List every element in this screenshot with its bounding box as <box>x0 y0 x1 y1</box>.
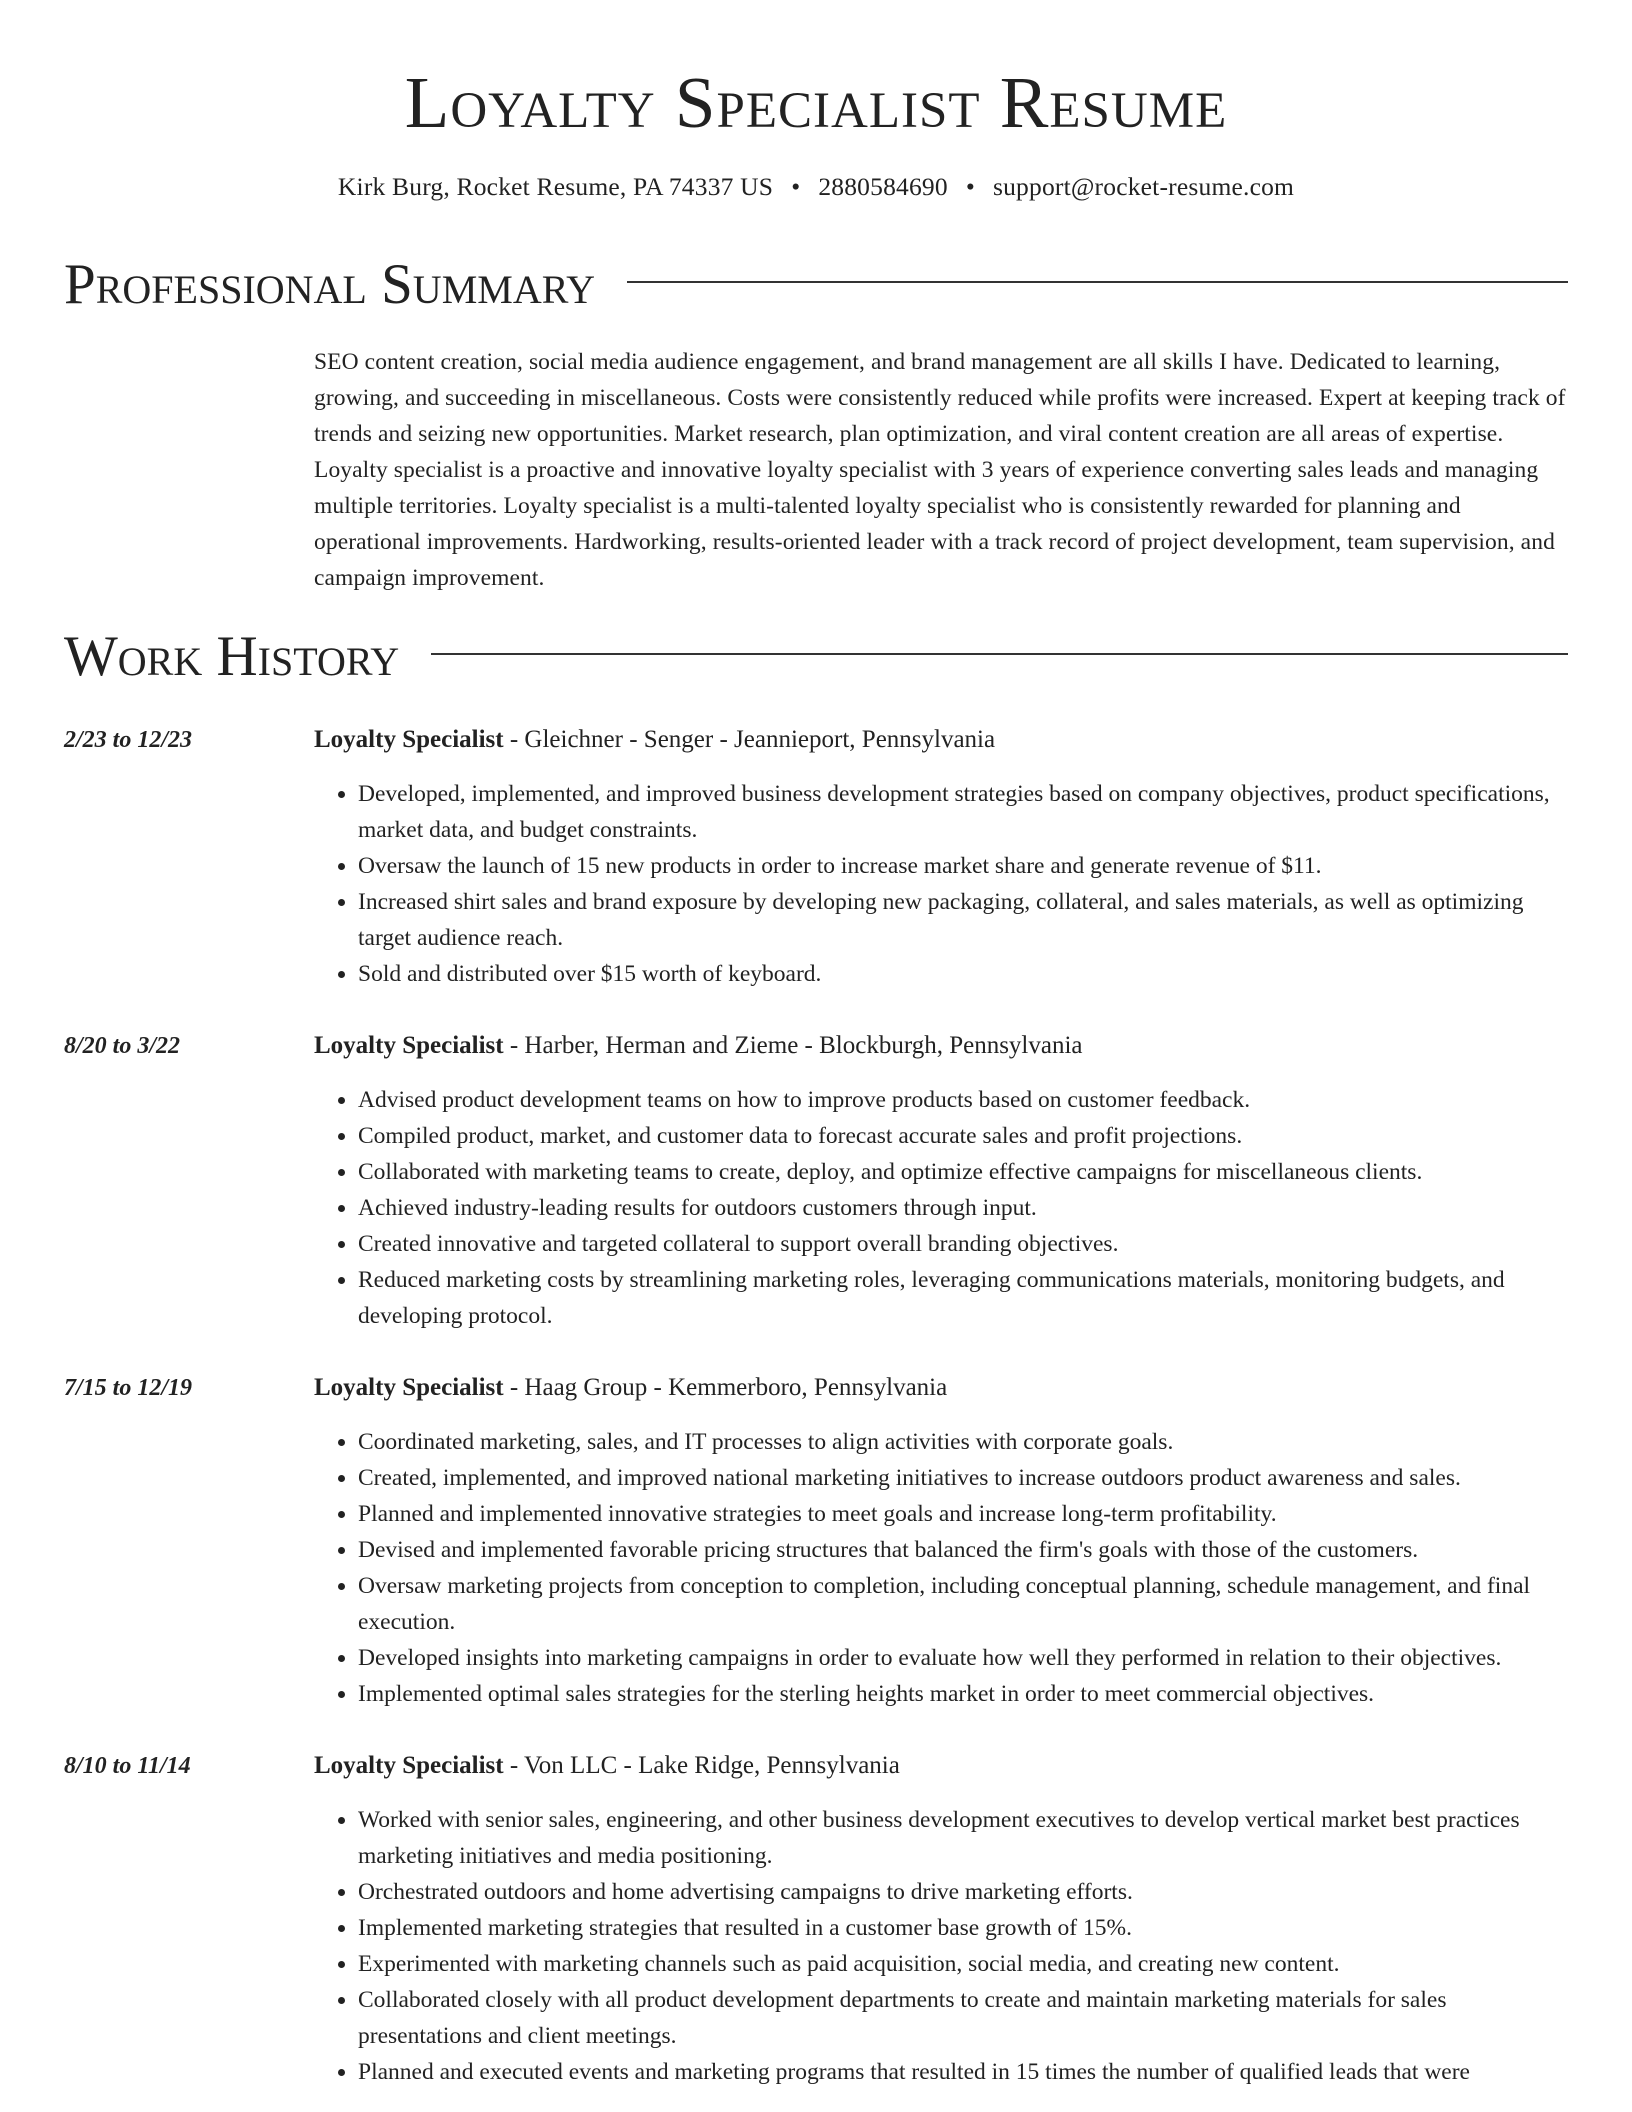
job-title: Loyalty Specialist <box>314 1374 504 1401</box>
job-bullet: • Compiled product, market, and customer data to forecast accurate sales and profit projections. <box>358 1118 1568 1154</box>
job-bullet: • Achieved industry-leading results for outdoors customers through input. <box>358 1190 1568 1226</box>
section-title: Work History <box>64 625 400 688</box>
job-bullet: • Increased shirt sales and brand exposure by developing new packaging, collateral, and sales materials, as well as optimizing target audience reach. <box>358 884 1568 956</box>
job-dates: 2/23 to 12/23 <box>64 727 193 753</box>
job-bullet: • Created, implemented, and improved national marketing initiatives to increase outdoors product awareness and sales. <box>358 1460 1568 1496</box>
job-header <box>314 1748 1568 1784</box>
contact-separator: • <box>965 172 975 201</box>
job-bullet: • Created innovative and targeted collateral to support overall branding objectives. <box>358 1226 1568 1262</box>
section-divider <box>431 653 1568 655</box>
job-list <box>64 722 1568 2090</box>
job-bullet: • Planned and implemented innovative strategies to meet goals and increase long-term profitability. <box>358 1496 1568 1532</box>
job-employer-location: - Gleichner - Senger - Jeannieport, Pennsylvania <box>503 726 996 753</box>
job-header <box>314 722 1568 758</box>
contact-address: Kirk Burg, Rocket Resume, PA 74337 US <box>337 172 774 201</box>
job-bullet: • Advised product development teams on how to improve products based on customer feedback. <box>358 1082 1568 1118</box>
contact-phone: 2880584690 <box>818 172 948 201</box>
job-body <box>314 1028 1568 1334</box>
section-header <box>64 622 1568 692</box>
work-history-section <box>64 622 1568 2090</box>
job-bullet: • Planned and executed events and marketing programs that resulted in 15 times the number of qualified leads that were <box>358 2054 1568 2090</box>
job-bullet: • Experimented with marketing channels such as paid acquisition, social media, and creating new content. <box>358 1946 1568 1982</box>
job-bullet-list <box>314 1802 1568 2090</box>
job-body <box>314 722 1568 992</box>
job-dates: 8/10 to 11/14 <box>64 1753 191 1779</box>
job-employer-location: - Von LLC - Lake Ridge, Pennsylvania <box>503 1752 900 1779</box>
job-bullet: • Collaborated closely with all product development departments to create and maintain marketing materials for sales presentations and client meetings. <box>358 1982 1568 2054</box>
job-bullet-list <box>314 776 1568 992</box>
job-bullet: • Collaborated with marketing teams to create, deploy, and optimize effective campaigns for miscellaneous clients. <box>358 1154 1568 1190</box>
professional-summary-section <box>64 250 1568 596</box>
contact-separator: • <box>791 172 801 201</box>
summary-text: SEO content creation, social media audience engagement, and brand management are all skills I have. Dedicated to learning, growing, and succeeding in miscellaneous. Costs were consistently reduced while profits were increased. Expert at keeping track of trends and seizing new opportunities. Market research, plan optimization, and viral content creation are all areas of expertise. Loyalty specialist is a proactive and innovative loyalty specialist with 3 years of experience converting sales leads and managing multiple territories. Loyalty specialist is a multi-talented loyalty specialist who is consistently rewarded for planning and operational improvements. Hardworking, results-oriented leader with a track record of project development, team supervision, and campaign improvement. <box>314 349 1566 591</box>
job-bullet: • Oversaw the launch of 15 new products in order to increase market share and generate revenue of $11. <box>358 848 1568 884</box>
job-dates: 8/20 to 3/22 <box>64 1033 181 1059</box>
job-title: Loyalty Specialist <box>314 1032 504 1059</box>
job-header <box>314 1370 1568 1406</box>
job-entry <box>64 1748 1568 2090</box>
job-bullet: • Devised and implemented favorable pricing structures that balanced the firm's goals with those of the customers. <box>358 1532 1568 1568</box>
job-entry <box>64 1028 1568 1334</box>
job-bullet: • Oversaw marketing projects from conception to completion, including conceptual planning, schedule management, and final execution. <box>358 1568 1568 1640</box>
document-title: Loyalty Specialist Resume <box>404 62 1228 143</box>
job-bullet: • Developed, implemented, and improved business development strategies based on company objectives, product specifications, market data, and budget constraints. <box>358 776 1568 848</box>
section-title: Professional Summary <box>64 253 596 316</box>
job-title: Loyalty Specialist <box>314 726 504 753</box>
job-bullet: • Implemented optimal sales strategies for the sterling heights market in order to meet commercial objectives. <box>358 1676 1568 1712</box>
job-bullet-list <box>314 1424 1568 1712</box>
job-entry <box>64 722 1568 992</box>
job-bullet: • Implemented marketing strategies that resulted in a customer base growth of 15%. <box>358 1910 1568 1946</box>
job-body <box>314 1748 1568 2090</box>
job-entry <box>64 1370 1568 1712</box>
job-dates: 7/15 to 12/19 <box>64 1375 193 1401</box>
section-header <box>64 250 1568 320</box>
job-title: Loyalty Specialist <box>314 1752 504 1779</box>
job-bullet: • Coordinated marketing, sales, and IT processes to align activities with corporate goals. <box>358 1424 1568 1460</box>
job-employer-location: - Harber, Herman and Zieme - Blockburgh, Pennsylvania <box>503 1032 1083 1059</box>
job-bullet: • Sold and distributed over $15 worth of keyboard. <box>358 956 1568 992</box>
section-divider <box>627 281 1568 283</box>
job-employer-location: - Haag Group - Kemmerboro, Pennsylvania <box>503 1374 948 1401</box>
job-bullet: • Worked with senior sales, engineering, and other business development executives to develop vertical market best practices marketing initiatives and media positioning. <box>358 1802 1568 1874</box>
job-bullet: • Developed insights into marketing campaigns in order to evaluate how well they performed in relation to their objectives. <box>358 1640 1568 1676</box>
job-header <box>314 1028 1568 1064</box>
job-body <box>314 1370 1568 1712</box>
contact-email: support@rocket-resume.com <box>992 172 1295 201</box>
job-bullet-list <box>314 1082 1568 1334</box>
contact-line <box>64 170 1568 204</box>
job-bullet: • Reduced marketing costs by streamlining marketing roles, leveraging communications materials, monitoring budgets, and developing protocol. <box>358 1262 1568 1334</box>
job-bullet: • Orchestrated outdoors and home advertising campaigns to drive marketing efforts. <box>358 1874 1568 1910</box>
